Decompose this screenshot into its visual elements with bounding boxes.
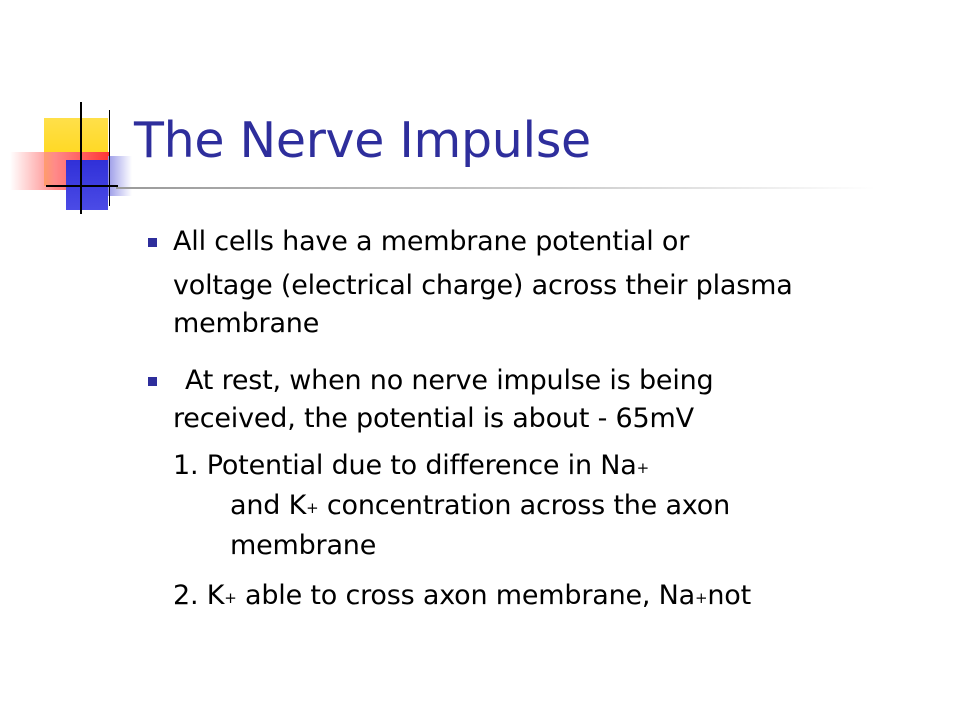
point1-line3: membrane [230,530,377,561]
title-underline [116,187,876,189]
bullet1-line1: All cells have a membrane potential or [173,226,690,257]
point1-line1 [173,450,649,482]
potassium-charge: + [306,499,319,517]
bullet1-line3: membrane [173,308,320,339]
potassium-charge: + [224,589,237,607]
deco-blue-fade [108,156,132,196]
deco-vertical-line [80,102,82,214]
deco-vertical-line-thin [109,110,110,206]
slide-title: The Nerve Impulse [134,112,591,169]
point2-line [173,580,751,612]
point1-line1-text: 1. Potential due to difference in Na [173,450,637,481]
bullet1-line2: voltage (electrical charge) across their plasma [173,270,793,301]
deco-horizontal-line [46,185,118,187]
bullet-marker [148,377,157,386]
point1-line2 [230,490,730,522]
sodium-charge: + [636,459,649,477]
sodium-charge: + [695,589,708,607]
point2-mid: able to cross axon membrane, Na [236,580,695,611]
bullet2-line2: received, the potential is about - 65mV [173,403,694,434]
point1-line2-post: concentration across the axon [318,490,730,521]
point1-line2-pre: and K [230,490,307,521]
bullet2-line1: At rest, when no nerve impulse is being [185,365,714,396]
point2-post: not [707,580,751,611]
bullet-marker [148,238,157,247]
point2-pre: 2. K [173,580,225,611]
